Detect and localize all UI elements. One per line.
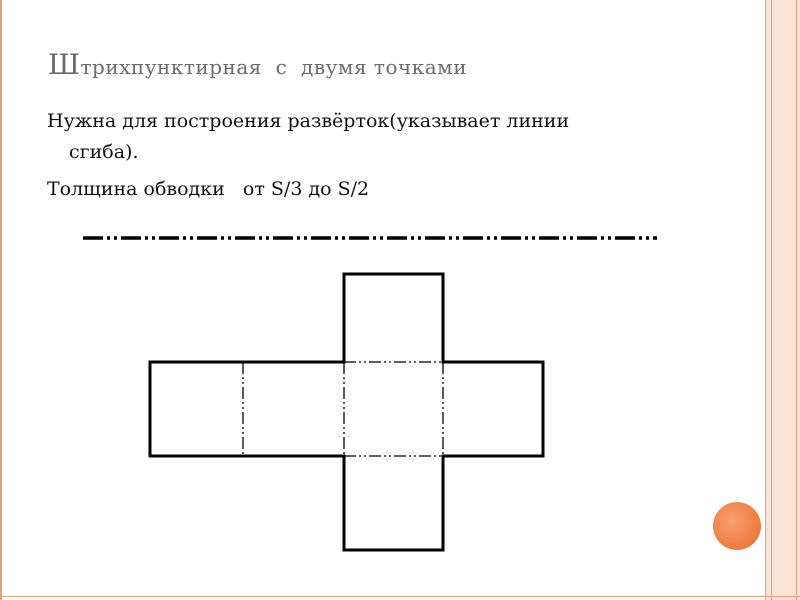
title-rest: трихпунктирная с двумя точками <box>80 55 468 79</box>
body-line-3: Толщина обводки от S/3 до S/2 <box>47 178 370 200</box>
body-line-1: Нужна для построения развёрток(указывает линии <box>47 110 570 132</box>
title-first-letter: Ш <box>48 48 81 81</box>
body-line-2: сгиба). <box>69 141 139 163</box>
net-outline <box>150 274 543 550</box>
fold-lines <box>243 362 443 456</box>
decorative-orange-circle <box>713 502 761 550</box>
